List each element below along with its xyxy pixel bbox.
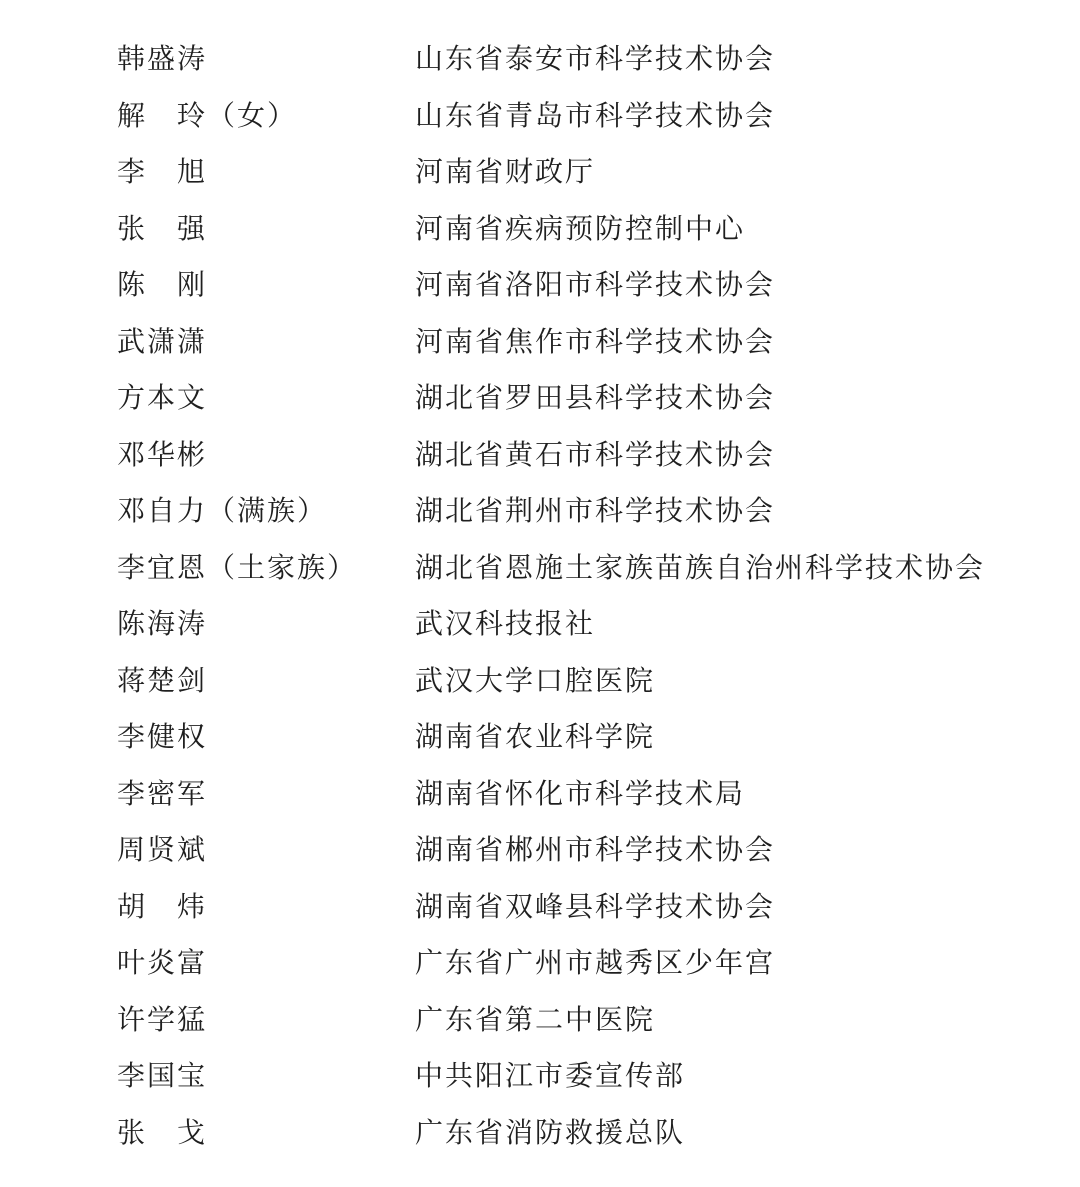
- person-name: 蒋楚剑: [117, 663, 208, 697]
- person-organization: 广东省广州市越秀区少年宫: [415, 946, 776, 979]
- list-item: [0, 935, 1080, 992]
- person-organization: 湖北省荆州市科学技术协会: [415, 494, 776, 527]
- person-name: 张 戈: [117, 1115, 208, 1149]
- list-item: [0, 370, 1080, 427]
- list-item: [0, 88, 1080, 145]
- list-item: [0, 427, 1080, 484]
- person-name: 胡 炜: [117, 889, 208, 923]
- person-organization: 湖南省怀化市科学技术局: [415, 776, 746, 810]
- list-item: [0, 992, 1080, 1049]
- person-name: 叶炎富: [117, 946, 208, 979]
- person-name: 邓自力（满族）: [117, 494, 328, 527]
- person-name: 张 强: [117, 211, 208, 245]
- person-name: 方本文: [117, 381, 208, 414]
- list-item: [0, 766, 1080, 823]
- personnel-list: [0, 31, 1080, 1161]
- person-organization: 山东省青岛市科学技术协会: [415, 98, 776, 132]
- person-organization: 武汉科技报社: [415, 607, 596, 640]
- list-item: [0, 1048, 1080, 1105]
- list-item: [0, 596, 1080, 653]
- person-name: 李 旭: [117, 155, 208, 188]
- person-organization: 河南省焦作市科学技术协会: [415, 324, 776, 358]
- person-organization: 湖南省农业科学院: [415, 720, 656, 753]
- person-name: 周贤斌: [117, 833, 208, 866]
- person-name: 解 玲（女）: [117, 98, 298, 132]
- person-organization: 河南省洛阳市科学技术协会: [415, 268, 776, 301]
- list-item: [0, 709, 1080, 766]
- list-item: [0, 201, 1080, 258]
- person-organization: 湖南省郴州市科学技术协会: [415, 833, 776, 866]
- person-organization: 湖北省罗田县科学技术协会: [415, 381, 776, 414]
- person-name: 许学猛: [117, 1002, 208, 1036]
- list-item: [0, 31, 1080, 88]
- person-name: 陈 刚: [117, 268, 208, 301]
- person-name: 邓华彬: [117, 437, 208, 471]
- list-item: [0, 144, 1080, 201]
- person-organization: 河南省疾病预防控制中心: [415, 211, 746, 245]
- person-organization: 湖北省黄石市科学技术协会: [415, 437, 776, 471]
- person-organization: 湖南省双峰县科学技术协会: [415, 889, 776, 923]
- list-item: [0, 483, 1080, 540]
- person-organization: 广东省消防救援总队: [415, 1115, 686, 1149]
- person-name: 李宜恩（土家族）: [117, 550, 358, 584]
- list-item: [0, 653, 1080, 710]
- list-item: [0, 314, 1080, 371]
- person-organization: 武汉大学口腔医院: [415, 663, 656, 697]
- person-organization: 湖北省恩施土家族苗族自治州科学技术协会: [415, 550, 986, 584]
- person-name: 李国宝: [117, 1059, 208, 1092]
- list-item: [0, 879, 1080, 936]
- person-organization: 中共阳江市委宣传部: [415, 1059, 686, 1092]
- list-item: [0, 257, 1080, 314]
- list-item: [0, 822, 1080, 879]
- person-name: 武潇潇: [117, 324, 208, 358]
- person-name: 李密军: [117, 776, 208, 810]
- person-name: 陈海涛: [117, 607, 208, 640]
- list-item: [0, 540, 1080, 597]
- person-organization: 山东省泰安市科学技术协会: [415, 42, 776, 75]
- person-organization: 河南省财政厅: [415, 155, 596, 188]
- list-item: [0, 1105, 1080, 1162]
- person-name: 李健权: [117, 720, 208, 753]
- person-name: 韩盛涛: [117, 42, 208, 75]
- person-organization: 广东省第二中医院: [415, 1002, 656, 1036]
